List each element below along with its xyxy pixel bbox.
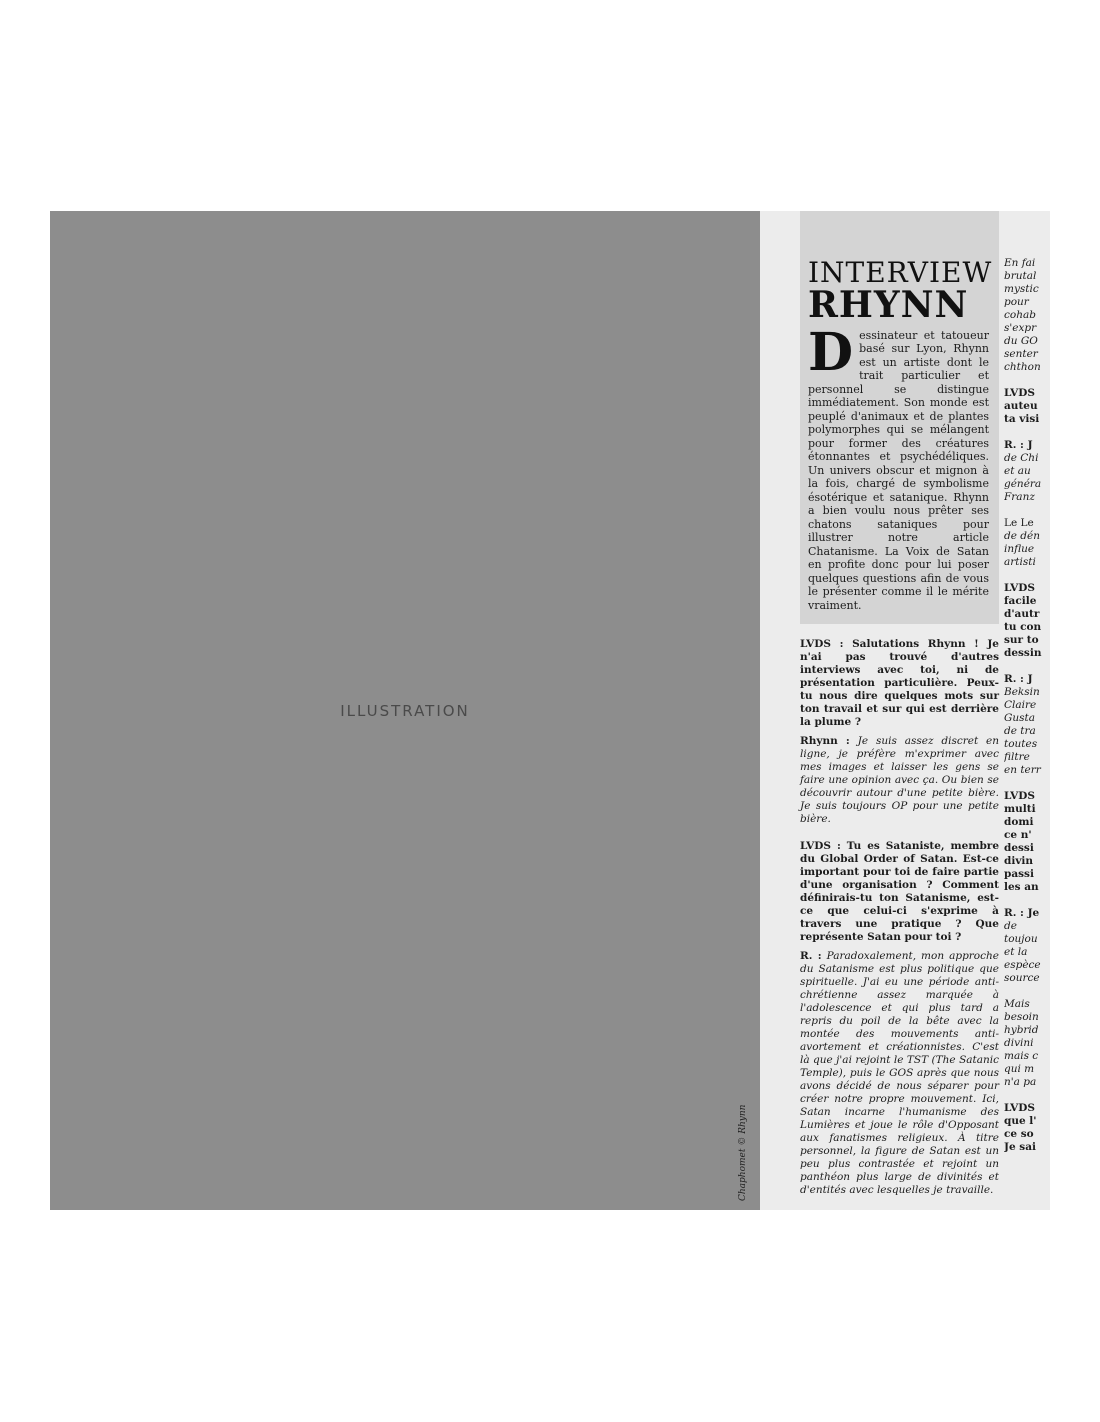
article-column-1 xyxy=(800,211,999,1197)
column-2-fragment xyxy=(1004,426,1050,439)
column-2-fragment: et au xyxy=(1004,465,1031,477)
column-2-fragment: passi xyxy=(1004,868,1034,880)
column-2-fragment: R. : J xyxy=(1004,673,1033,685)
intro-text: essinateur et tatoueur basé sur Lyon, Rhynn est un artiste dont le trait particulier et personnel se distingue immédiatement. Son monde est peuplé d'animaux et de plantes polymorphes qui se mélangent pour former des créatures étonnantes et psychédéliques. Un univers obscur et mignon à la fois, chargé de symbolisme ésotérique et satanique. Rhynn a bien voulu nous prêter ses chatons sataniques pour illustrer notre article Chatanisme. La Voix de Satan en profite donc pour lui poser quelques questions afin de vous le présenter comme il le mérite vraiment. xyxy=(808,328,989,612)
column-2-fragment: en terr xyxy=(1004,764,1041,776)
answer-1-text: Je suis assez discret en ligne, je préfère m'exprimer avec mes images et laisser les gens se faire une opinion avec ça. Ou bien se découvrir autour d'une petite bière. Je suis toujours OP pour une petite bière. xyxy=(800,735,1000,826)
intro-box xyxy=(800,211,999,624)
column-2-fragment xyxy=(1004,894,1050,907)
column-2-fragment: d'autr xyxy=(1004,608,1040,620)
column-2-fragment: besoin xyxy=(1004,1011,1039,1023)
column-2-fragment: et la xyxy=(1004,946,1028,958)
column-2-fragment: source xyxy=(1004,972,1040,984)
answer-1 xyxy=(800,735,999,826)
column-2-fragment: domi xyxy=(1004,816,1034,828)
illustration-note: ILLUSTRATION xyxy=(340,701,470,720)
column-2-fragment: auteu xyxy=(1004,400,1038,412)
column-2-fragment: Franz xyxy=(1004,491,1035,503)
column-2-fragment: de Chi xyxy=(1004,452,1039,464)
column-2-fragment: ce n' xyxy=(1004,829,1032,841)
column-2-fragment: tu con xyxy=(1004,621,1042,633)
column-2-fragment xyxy=(1004,1089,1050,1102)
answer-2 xyxy=(800,950,999,1197)
column-2-fragment: mais c xyxy=(1004,1050,1039,1062)
column-2-fragment: Mais xyxy=(1004,998,1030,1010)
answer-2-label: R. : xyxy=(800,950,822,963)
question-2: LVDS : Tu es Sataniste, membre du Global Order of Satan. Est-ce important pour toi de faire partie d'une organisation ? Comment définirais-tu ton Satanisme, est-ce que celui-ci s'exprime à travers une pratique ? Que représente Satan pour toi ? xyxy=(800,840,999,944)
illustration-caption: Chaphomet © Rhynn xyxy=(738,1104,748,1201)
column-2-fragment: mystic xyxy=(1004,283,1039,295)
column-2-fragment: LVDS xyxy=(1004,582,1035,594)
column-2-fragment: espèce xyxy=(1004,959,1041,971)
column-2-fragment: divin xyxy=(1004,855,1034,867)
column-2-fragment: R. : J xyxy=(1004,439,1033,451)
column-2-fragment: facile xyxy=(1004,595,1037,607)
column-2-fragment: de dén xyxy=(1004,530,1040,542)
column-2-fragment xyxy=(1004,777,1050,790)
column-2-fragment: Je sai xyxy=(1004,1141,1037,1153)
column-2-fragment: LVDS xyxy=(1004,387,1035,399)
intro-paragraph xyxy=(808,321,989,613)
column-2-fragment: Claire xyxy=(1004,699,1037,711)
column-2-fragment xyxy=(1004,374,1050,387)
column-2-fragment xyxy=(1004,569,1050,582)
column-2-fragment: pour xyxy=(1004,296,1029,308)
column-2-fragment: dessin xyxy=(1004,647,1042,659)
column-2-fragment: En fai xyxy=(1004,257,1036,269)
column-2-fragment: les an xyxy=(1004,881,1039,893)
magazine-spread xyxy=(50,211,1050,1210)
column-2-fragment: qui m xyxy=(1004,1063,1035,1075)
column-2-fragment: n'a pa xyxy=(1004,1076,1037,1088)
column-2-fragment: de tra xyxy=(1004,725,1036,737)
column-2-fragment: influe xyxy=(1004,543,1035,555)
column-2-fragment: Le Le xyxy=(1004,517,1034,529)
article-page xyxy=(760,211,1050,1210)
answer-2-text: Paradoxalement, mon approche du Satanisme est plus politique que spirituelle. J'ai eu une période anti-chrétienne assez marquée à l'adolescence et qui plus tard a repris du poil de la bête avec la montée des mouvements anti-avortement et créationnistes. C'est là que j'ai rejoint le TST (The Satanic Temple), puis le GOS après que nous avons décidé de nous séparer pour créer notre propre mouvement. Ici, Satan incarne l'humanisme des Lumières et joue le rôle d'Opposant aux fanatismes religieux. À titre personnel, la figure de Satan est un peu plus contrastée et rejoint un panthéon plus large de divinités et d'entités avec lesquelles je travaille. xyxy=(800,950,999,1197)
column-2-fragment: filtre xyxy=(1004,751,1030,763)
column-2-fragment: Gusta xyxy=(1004,712,1036,724)
column-2-fragment: s'expr xyxy=(1004,322,1037,334)
column-2-fragment: du GO xyxy=(1004,335,1038,347)
column-2-fragment: chthon xyxy=(1004,361,1041,373)
column-2-fragment: cohab xyxy=(1004,309,1036,321)
column-2-fragment: Beksin xyxy=(1004,686,1040,698)
column-2-fragment: LVDS xyxy=(1004,1102,1035,1114)
column-2-fragment: ta visi xyxy=(1004,413,1040,425)
answer-1-label: Rhynn : xyxy=(800,735,850,748)
column-2-fragment: senter xyxy=(1004,348,1038,360)
column-2-fragment: hybrid xyxy=(1004,1024,1039,1036)
column-2-fragment: LVDS xyxy=(1004,790,1035,802)
column-2-fragment: brutal xyxy=(1004,270,1037,282)
article-column-2-cropped xyxy=(1004,257,1050,1154)
column-2-fragment: que l' xyxy=(1004,1115,1037,1127)
title-interview: INTERVIEW xyxy=(808,256,993,289)
column-2-fragment: toujou xyxy=(1004,933,1038,945)
column-2-fragment xyxy=(1004,660,1050,673)
illustration-placeholder xyxy=(50,211,760,1210)
column-2-fragment: sur to xyxy=(1004,634,1039,646)
column-2-fragment: dessi xyxy=(1004,842,1034,854)
column-2-fragment: divini xyxy=(1004,1037,1034,1049)
column-2-fragment: généra xyxy=(1004,478,1042,490)
drop-cap: D xyxy=(808,321,854,383)
column-2-fragment: artisti xyxy=(1004,556,1036,568)
column-2-fragment: toutes xyxy=(1004,738,1038,750)
title-name: RHYNN xyxy=(808,284,969,326)
column-2-fragment: R. : Je xyxy=(1004,907,1040,919)
column-2-fragment: multi xyxy=(1004,803,1036,815)
question-1: LVDS : Salutations Rhynn ! Je n'ai pas trouvé d'autres interviews avec toi, ni de présentation particulière. Peux-tu nous dire quelques mots sur ton travail et sur qui est derrière la plume ? xyxy=(800,638,999,729)
column-2-fragment xyxy=(1004,985,1050,998)
column-2-fragment xyxy=(1004,504,1050,517)
column-2-fragment: ce so xyxy=(1004,1128,1034,1140)
column-2-fragment: de xyxy=(1004,920,1017,932)
